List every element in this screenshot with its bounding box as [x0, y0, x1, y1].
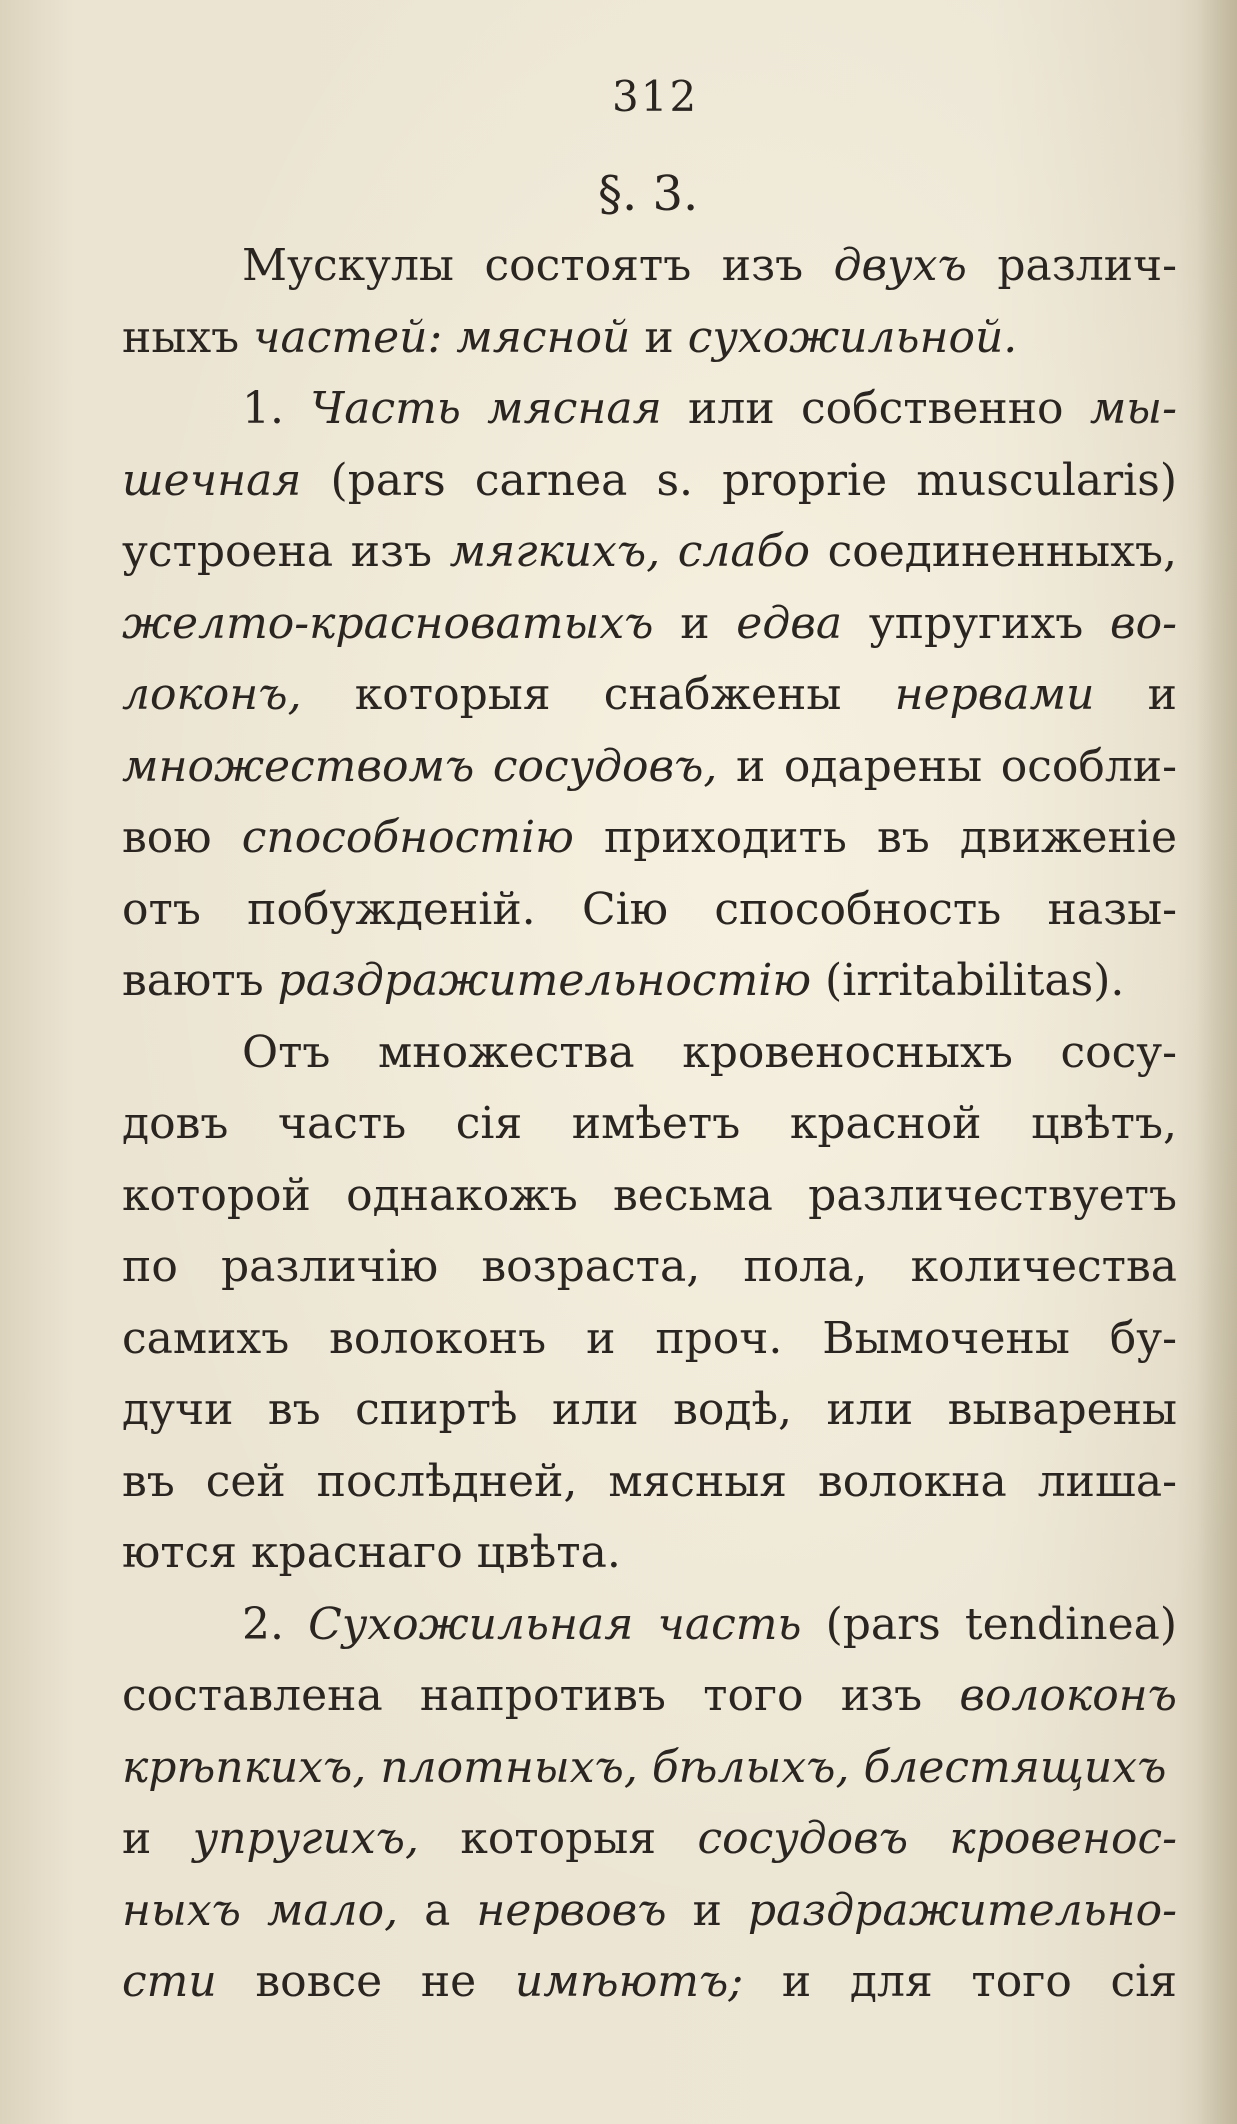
italic-run: мы-: [1089, 383, 1177, 434]
text-run: приходить въ движеніе: [573, 812, 1177, 863]
text-line: [122, 1732, 1177, 1804]
text-line: [122, 1446, 1177, 1518]
italic-run: способностію: [241, 812, 574, 863]
text-run: ются краснаго цвѣта.: [122, 1527, 621, 1578]
italic-run: ныхъ мало,: [122, 1884, 399, 1936]
text-line: [122, 1589, 1177, 1661]
italic-run: едва: [736, 597, 843, 649]
text-run: отъ побужденій. Сію способность назы-: [122, 883, 1177, 935]
text-run: вою: [122, 812, 242, 863]
text-run: соединенныхъ,: [810, 526, 1177, 577]
text-run: 1.: [242, 383, 311, 434]
text-run: которой однакожъ весьма различествуетъ: [122, 1169, 1177, 1221]
text-line: [122, 302, 1177, 374]
text-run: самихъ волоконъ и проч. Вымочены бу-: [122, 1312, 1177, 1364]
text-run: устроена изъ: [122, 526, 450, 577]
text-line: [122, 588, 1177, 660]
italic-run: сосудовъ кровенос-: [697, 1813, 1177, 1864]
text-run: Отъ множества кровеносныхъ сосу-: [242, 1026, 1177, 1078]
text-run: и: [122, 1813, 193, 1864]
text-line: [122, 945, 1177, 1017]
italic-run: крѣпкихъ, плотныхъ, бѣлыхъ, блестящихъ: [122, 1741, 1167, 1793]
text-run: (pars carnea s. proprie muscularis): [301, 454, 1177, 506]
text-line: [122, 731, 1177, 803]
italic-run: желто-красноватыхъ: [122, 597, 654, 649]
text-line: [122, 373, 1177, 445]
text-run: 2.: [242, 1598, 309, 1650]
text-run: и: [653, 597, 737, 649]
italic-run: во-: [1110, 597, 1177, 649]
text-run: довъ часть сія имѣетъ красной цвѣтъ,: [122, 1098, 1177, 1149]
text-run: различ-: [966, 240, 1177, 291]
italic-run: раздражительно-: [747, 1884, 1177, 1936]
text-run: ныхъ: [122, 311, 254, 363]
italic-run: нервовъ: [476, 1884, 667, 1936]
text-line: [122, 1017, 1177, 1089]
text-run: а: [398, 1884, 477, 1936]
italic-run: Сухожильная часть: [308, 1598, 802, 1650]
italic-run: сти: [122, 1956, 217, 2007]
text-run: которыя снабжены: [301, 669, 895, 720]
text-line: [122, 516, 1177, 588]
text-line: [122, 1946, 1177, 2018]
italic-run: раздражительностію: [277, 955, 812, 1006]
text-line: [122, 1160, 1177, 1232]
text-run: и для того сія: [743, 1956, 1177, 2007]
page-number: 312: [612, 72, 699, 121]
text-line: [122, 230, 1177, 302]
text-run: и одарены особли-: [717, 740, 1177, 792]
text-line: [122, 1374, 1177, 1446]
text-line: [122, 1231, 1177, 1303]
text-line: [122, 1660, 1177, 1732]
text-run: которыя: [418, 1813, 698, 1864]
text-run: (irritabilitas).: [811, 955, 1125, 1006]
text-run: составлена напротивъ того изъ: [122, 1670, 960, 1721]
text-run: (pars tendinea): [801, 1598, 1177, 1650]
text-run: Мускулы состоятъ изъ: [242, 240, 834, 291]
text-run: въ сей послѣдней, мясныя волокна лиша-: [122, 1455, 1177, 1507]
italic-run: сухожильной.: [687, 311, 1018, 363]
italic-run: локонъ,: [122, 669, 302, 720]
text-line: [122, 802, 1177, 874]
text-run: по различію возраста, пола, количества: [122, 1241, 1177, 1292]
text-run: или собственно: [661, 383, 1090, 434]
text-line: [122, 874, 1177, 946]
italic-run: двухъ: [833, 240, 967, 291]
text-line: [122, 659, 1177, 731]
text-line: [122, 1088, 1177, 1160]
text-line: [122, 1803, 1177, 1875]
italic-run: множествомъ сосудовъ,: [122, 740, 718, 792]
text-run: дучи въ спиртѣ или водѣ, или вываpены: [122, 1384, 1177, 1435]
italic-run: Часть мясная: [310, 383, 662, 434]
text-line: [122, 1303, 1177, 1375]
text-run: и: [1094, 669, 1177, 720]
text-run: и: [666, 1884, 748, 1936]
italic-run: нервами: [894, 669, 1095, 720]
italic-run: шечная: [122, 454, 302, 506]
text-line: [122, 1875, 1177, 1947]
italic-run: частей: мясной: [253, 311, 631, 363]
text-line: [122, 445, 1177, 517]
italic-run: имѣютъ;: [514, 1956, 744, 2007]
italic-run: волоконъ: [959, 1670, 1177, 1721]
text-line: [122, 1517, 1177, 1589]
text-run: ваютъ: [122, 955, 278, 1006]
italic-run: упругихъ,: [192, 1813, 419, 1864]
text-run: и: [630, 311, 688, 363]
text-run: упругихъ: [842, 597, 1111, 649]
section-heading: §. 3.: [598, 166, 699, 222]
italic-run: мягкихъ, слабо: [449, 526, 810, 577]
body-text: [122, 230, 1177, 2018]
text-run: вовсе не: [216, 1956, 515, 2007]
